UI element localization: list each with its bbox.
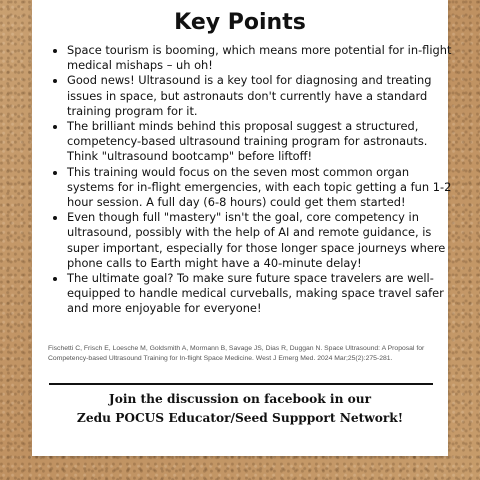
cta-line-2: Zedu POCUS Educator/Seed Suppport Network! bbox=[76, 411, 404, 425]
list-item: • Good news! Ultrasound is a key tool for diagnosing and treating issues in space, but astronauts don't currently have a standard training program for it. bbox=[67, 73, 455, 119]
list-item: • Space tourism is booming, which means more potential for in-flight medical mishaps – uh oh! bbox=[67, 43, 455, 73]
key-points-card bbox=[32, 0, 452, 456]
divider bbox=[49, 383, 433, 385]
cta-line-1: Join the discussion on facebook in our bbox=[108, 392, 372, 406]
key-points-list bbox=[48, 43, 455, 317]
list-item: • The brilliant minds behind this proposal suggest a structured, competency-based ultrasound training program for astronauts. Think "ultrasound bootcamp" before liftoff! bbox=[67, 119, 455, 165]
list-item: • The ultimate goal? To make sure future space travelers are well-equipped to handle medical curveballs, making space travel safer and more enjoyable for everyone! bbox=[67, 271, 455, 317]
list-item: • Even though full "mastery" isn't the goal, core competency in ultrasound, possibly with the help of AI and remote guidance, is super important, especially for those longer space journeys where phone calls to Earth might have a 40-minute delay! bbox=[67, 210, 455, 271]
page-title: Key Points bbox=[174, 10, 306, 35]
list-item: • This training would focus on the seven most common organ systems for in-flight emergencies, with each topic getting a fun 1-2 hour session. A full day (6-8 hours) could get them started! bbox=[67, 165, 455, 211]
citation: Fischetti C, Frisch E, Loesche M, Goldsmith A, Mormann B, Savage JS, Dias R, Duggan N. Space Ultrasound: A Proposal for Competency-based Ultrasound Training for In-flight Space Medicine. West J Emerg Med. 2024 Mar;25(2):275-281. bbox=[48, 345, 425, 362]
call-to-action bbox=[32, 390, 448, 428]
